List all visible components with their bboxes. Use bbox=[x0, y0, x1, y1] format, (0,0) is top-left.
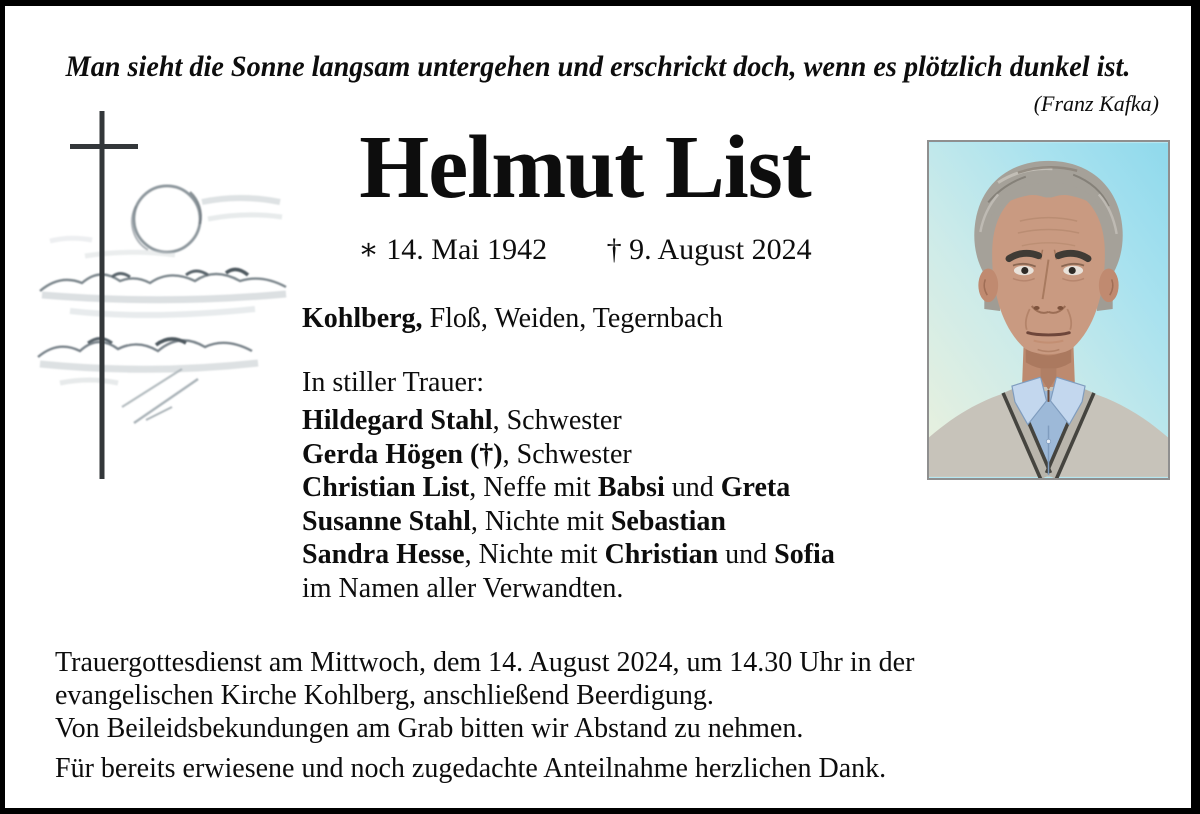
birth-date: ∗ 14. Mai 1942 bbox=[358, 233, 548, 266]
funeral-notices bbox=[55, 646, 1015, 785]
mourning-intro: In stiller Trauer: bbox=[302, 367, 484, 398]
cross-sunset-sketch-svg bbox=[30, 106, 300, 491]
death-date: † 9. August 2024 bbox=[606, 233, 812, 266]
service-notice: Trauergottesdienst am Mittwoch, dem 14. August 2024, um 14.30 Uhr in der evangelischen Kirche Kohlberg, anschließend Beerdigung. bbox=[55, 647, 915, 711]
mourner-line: Hildegard Stahl, Schwester bbox=[302, 405, 622, 436]
mourners-list bbox=[302, 404, 835, 605]
mourner-line: Susanne Stahl, Nichte mit Sebastian bbox=[302, 505, 727, 537]
quote-attribution: (Franz Kafka) bbox=[1033, 91, 1159, 116]
cross-sunset-sketch bbox=[30, 106, 300, 491]
places-line bbox=[302, 303, 723, 335]
portrait-photo-svg bbox=[929, 142, 1168, 478]
mourner-line: im Namen aller Verwandten. bbox=[302, 572, 624, 604]
mourner-line: Gerda Högen (†), Schwester bbox=[302, 438, 632, 470]
deceased-name: Helmut List bbox=[359, 118, 811, 217]
mourner-line: Christian List, Neffe mit Babsi und Greta bbox=[302, 472, 791, 503]
sun-icon bbox=[134, 186, 200, 252]
landscape-sketch bbox=[38, 186, 286, 423]
life-dates bbox=[280, 232, 890, 267]
condolence-notice: Von Beileidsbekundungen am Grab bitten wir Abstand zu nehmen. bbox=[55, 713, 804, 744]
thanks-notice: Für bereits erwiesene und noch zugedachte Anteilnahme herzlichen Dank. bbox=[55, 753, 887, 784]
mourner-line: Sandra Hesse, Nichte mit Christian und Sofia bbox=[302, 539, 835, 570]
places-rest: Floß, Weiden, Tegernbach bbox=[422, 303, 723, 334]
portrait-photo bbox=[927, 140, 1170, 480]
place-primary: Kohlberg, bbox=[302, 303, 423, 334]
memorial-quote: Man sieht die Sonne langsam untergehen und erschrickt doch, wenn es plötzlich dunkel ist. bbox=[65, 50, 1131, 83]
